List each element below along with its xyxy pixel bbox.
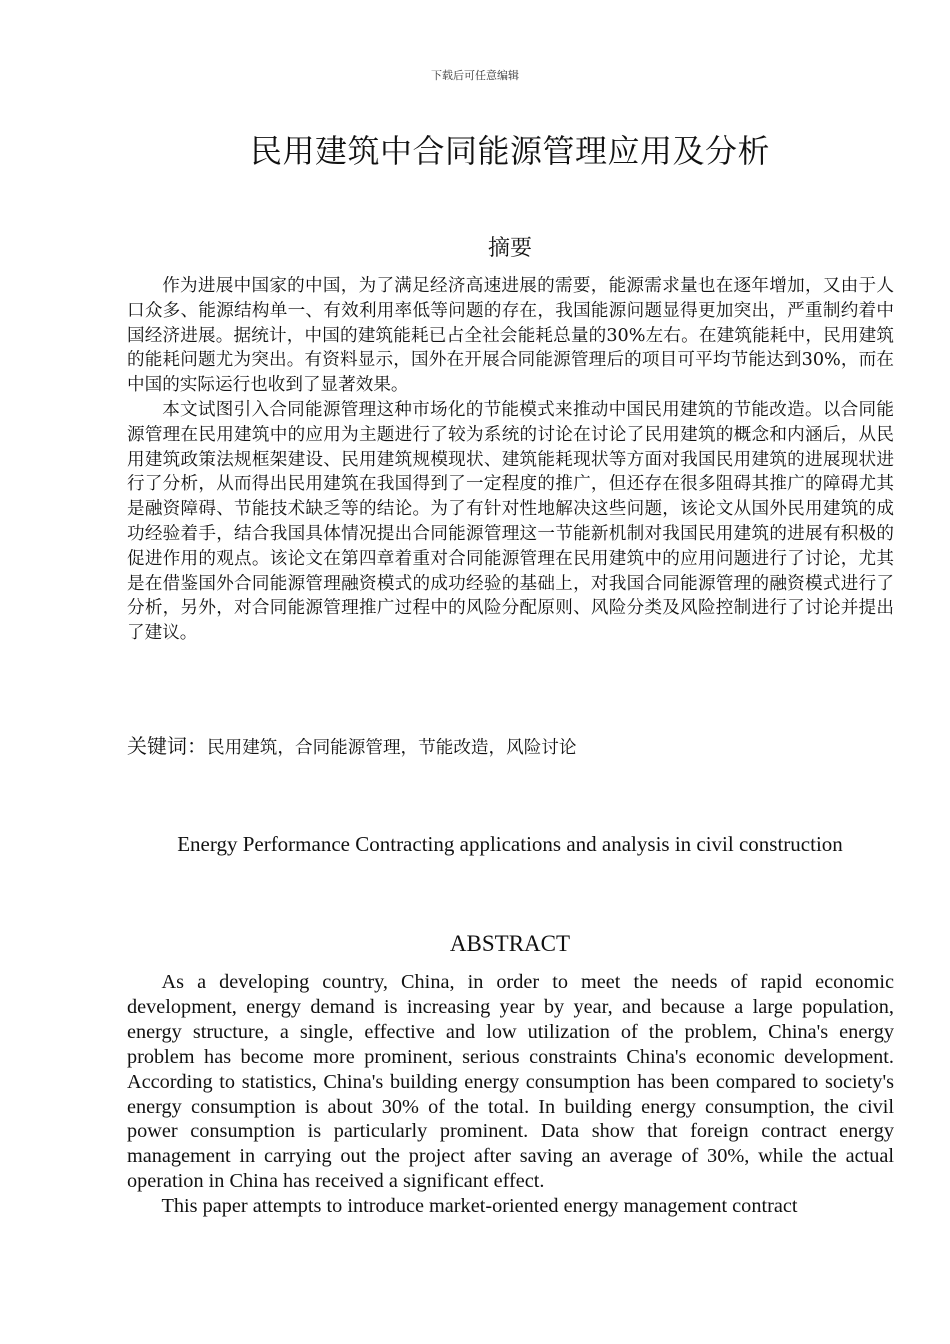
- en-abstract-paragraph-1: As a developing country, China, in order to meet the needs of rapid economic development, energy demand is increasing year by year, and because a large population, energy structure, a single, effective and low utilization of the problem, China's energy problem has become more prominent, serious constraints China's economic development. According to statistics, China's building energy consumption has been compared to society's energy consumption is about 30% of the total. In building energy consumption, the civil power consumption is particularly prominent. Data show that foreign contract energy management in carrying out the project after saving an average of 30%, while the actual operation in China has received a significant effect.: [127, 971, 894, 1193]
- en-abstract-paragraph-2: This paper attempts to introduce market-oriented energy management contract: [161, 1195, 798, 1218]
- en-abstract-body: [127, 970, 894, 1219]
- en-abstract-heading: ABSTRACT: [449, 931, 571, 956]
- keywords-label: 关键词：: [127, 734, 207, 758]
- cn-abstract-heading: 摘要: [487, 236, 532, 261]
- keywords-line: [127, 733, 894, 761]
- cn-abstract-paragraph-2: 本文试图引入合同能源管理这种市场化的节能模式来推动中国民用建筑的节能改造。以合同能源管理在民用建筑中的应用为主题进行了较为系统的讨论在讨论了民用建筑的概念和内涵后，从民用建筑政策法规框架建设、民用建筑规模现状、建筑能耗现状等方面对我国民用建筑的进展现状进行了分析，从而得出民用建筑在我国得到了一定程度的推广，但还存在很多阻碍其推广的障碍尤其是融资障碍、节能技术缺乏等的结论。为了有针对性地解决这些问题，该论文从国外民用建筑的成功经验着手，结合我国具体情况提出合同能源管理这一节能新机制对我国民用建筑的进展有积极的促进作用的观点。该论文在第四章着重对合同能源管理在民用建筑中的应用问题进行了讨论，尤其是在借鉴国外合同能源管理融资模式的成功经验的基础上，对我国合同能源管理的融资模式进行了分析，另外，对合同能源管理推广过程中的风险分配原则、风险分类及风险控制进行了讨论并提出了建议。: [127, 399, 894, 644]
- cn-abstract-body: [127, 274, 894, 646]
- cn-abstract-paragraph-1: 作为进展中国家的中国，为了满足经济高速进展的需要，能源需求量也在逐年增加，又由于人口众多、能源结构单一、有效利用率低等问题的存在，我国能源问题显得更加突出，严重制约着中国经济进展。据统计，中国的建筑能耗已占全社会能耗总量的30%左右。在建筑能耗中，民用建筑的能耗问题尤为突出。有资料显示，国外在开展合同能源管理后的项目可平均节能达到30%，而在中国的实际运行也收到了显著效果。: [127, 276, 894, 396]
- page-title: 民用建筑中合同能源管理应用及分析: [249, 132, 770, 170]
- header-note: 下载后可任意编辑: [431, 69, 519, 82]
- keywords-text: 民用建筑，合同能源管理，节能改造，风险讨论: [207, 738, 577, 758]
- english-title: Energy Performance Contracting applications and analysis in civil construction: [177, 832, 843, 856]
